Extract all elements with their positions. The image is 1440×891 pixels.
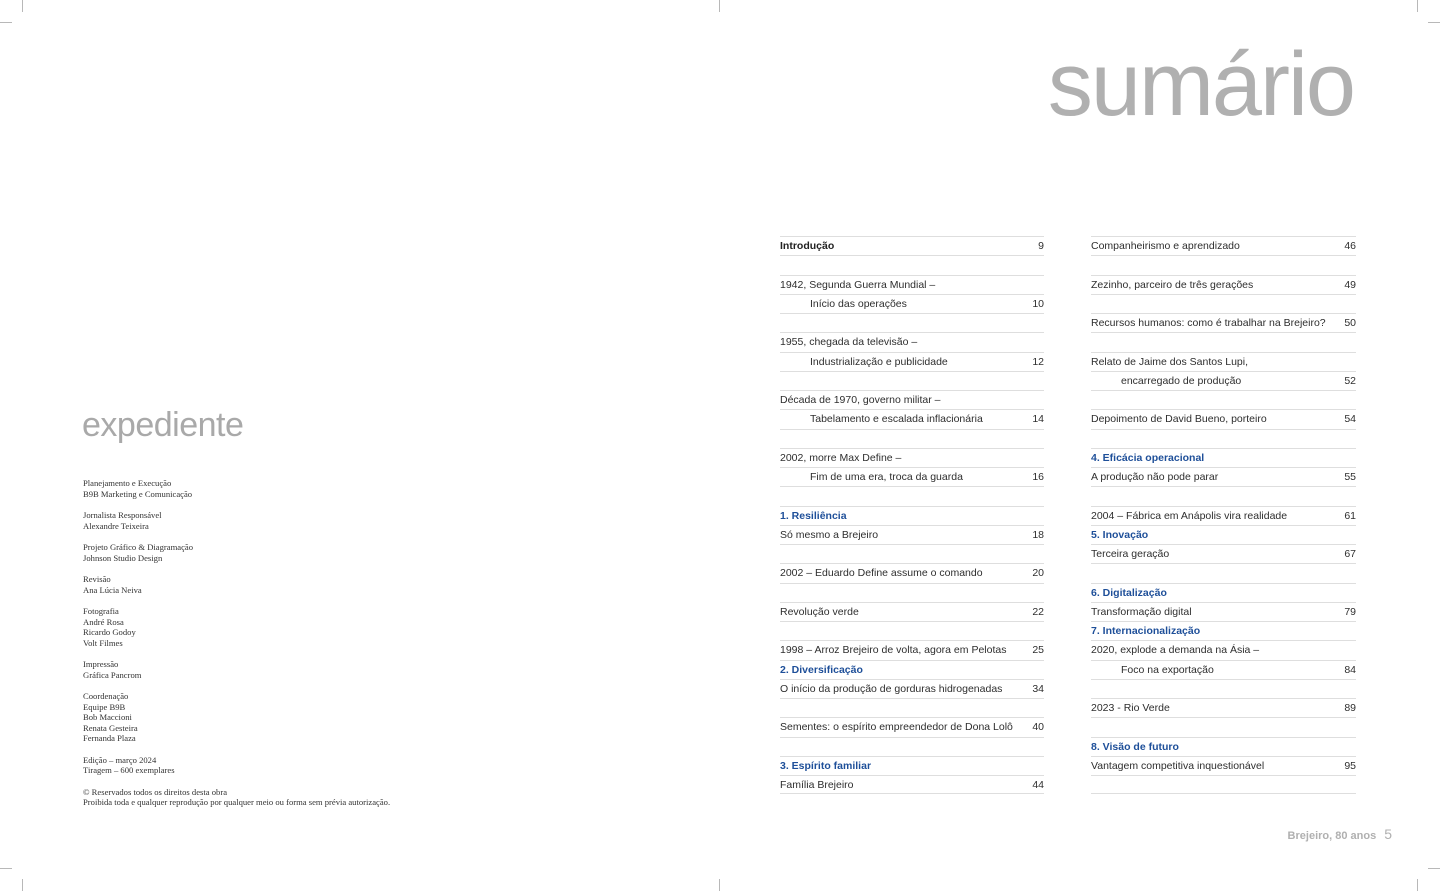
credit-line: Impressão [83, 659, 119, 670]
toc-entry-page: 25 [1032, 644, 1044, 657]
toc-entry[interactable] [1091, 698, 1356, 717]
toc-entry[interactable] [780, 717, 1044, 736]
toc-entry-page: 50 [1344, 317, 1356, 329]
toc-entry-title: Industrialização e publicidade [810, 355, 948, 368]
toc-spacer-row [780, 313, 1044, 332]
crop-mark [22, 879, 23, 891]
toc-spacer-row [780, 737, 1044, 756]
toc-entry[interactable] [780, 332, 1044, 351]
toc-entry-title: O início da produção de gorduras hidrogenadas [780, 682, 1003, 695]
credit-line: Bob Maccioni [83, 712, 132, 723]
toc-entry[interactable] [780, 602, 1044, 621]
toc-entry-title: 1. Resiliência [780, 509, 847, 522]
credit-group [83, 510, 483, 531]
toc-spacer-row [1091, 486, 1356, 505]
toc-spacer-row [1091, 390, 1356, 409]
toc-entry-title: Fim de uma era, troca da guarda [810, 471, 963, 483]
toc-entry-title: 6. Digitalização [1091, 586, 1167, 599]
credit-group [83, 574, 483, 595]
toc-entry-page: 10 [1032, 297, 1044, 310]
credit-group [83, 755, 483, 776]
toc-entry-title: Zezinho, parceiro de três gerações [1091, 278, 1254, 291]
toc-entry[interactable] [780, 409, 1044, 428]
toc-entry-title: Terceira geração [1091, 548, 1170, 560]
toc-entry-page: 34 [1032, 682, 1044, 695]
toc-entry-page: 46 [1344, 240, 1356, 252]
toc-column-left [780, 236, 1044, 794]
toc-entry-title: 2020, explode a demanda na Ásia – [1091, 644, 1260, 657]
toc-entry[interactable] [1091, 544, 1356, 563]
page-footer [1288, 826, 1392, 842]
toc-entry-title: 5. Inovação [1091, 528, 1149, 541]
toc-entry[interactable] [780, 236, 1044, 255]
toc-entry-title: Transformação digital [1091, 605, 1192, 618]
toc-spacer-row [1091, 255, 1356, 274]
toc-entry-page: 44 [1032, 779, 1044, 791]
toc-entry-page: 9 [1038, 240, 1044, 252]
page-title: sumário [1047, 35, 1354, 135]
credit-line: Jornalista Responsável [83, 509, 162, 520]
toc-entry-title: Relato de Jaime dos Santos Lupi, [1091, 355, 1249, 368]
crop-mark [1417, 879, 1418, 891]
credit-group [83, 542, 483, 563]
credit-line: Volt Filmes [83, 637, 123, 648]
toc-entry-page: 84 [1344, 663, 1356, 676]
toc-entry[interactable] [780, 448, 1044, 467]
toc-spacer-row [1091, 563, 1356, 582]
credits-block [83, 478, 483, 819]
toc-entry-page: 18 [1032, 528, 1044, 541]
toc-entry-title: Recursos humanos: como é trabalhar na Brejeiro? [1091, 317, 1326, 329]
crop-mark [1417, 0, 1418, 12]
toc-entry-page: 20 [1032, 567, 1044, 580]
toc-entry-page: 12 [1032, 355, 1044, 368]
credit-line: Gráfica Pancrom [83, 669, 142, 680]
toc-section-heading[interactable] [1091, 621, 1356, 640]
toc-entry[interactable] [780, 390, 1044, 409]
toc-spacer-row [780, 544, 1044, 563]
toc-entry-page: 22 [1032, 605, 1044, 618]
toc-entry[interactable] [1091, 640, 1356, 659]
toc-entry-title: 1998 – Arroz Brejeiro de volta, agora em Pelotas [780, 644, 1007, 657]
toc-entry[interactable] [1091, 467, 1356, 486]
toc-entry-title: 2004 – Fábrica em Anápolis vira realidade [1091, 509, 1288, 522]
toc-entry-title: A produção não pode parar [1091, 471, 1219, 483]
toc-section-heading[interactable] [1091, 448, 1356, 467]
toc-entry-title: Vantagem competitiva inquestionável [1091, 759, 1265, 772]
toc-entry[interactable] [780, 467, 1044, 486]
toc-entry[interactable] [1091, 756, 1356, 775]
toc-section-heading[interactable] [1091, 737, 1356, 756]
toc-entry[interactable] [780, 640, 1044, 659]
toc-entry[interactable] [1091, 275, 1356, 294]
toc-entry-title: Depoimento de David Bueno, porteiro [1091, 413, 1267, 426]
toc-spacer-row [1091, 429, 1356, 448]
toc-section-heading[interactable] [780, 756, 1044, 775]
credit-group [83, 606, 483, 648]
toc-entry[interactable] [1091, 409, 1356, 428]
toc-section-heading[interactable] [780, 660, 1044, 679]
credit-line: Revisão [83, 573, 111, 584]
toc-entry-title: 3. Espírito familiar [780, 759, 872, 772]
toc-entry-title: 8. Visão de futuro [1091, 740, 1179, 753]
credit-group [83, 691, 483, 744]
toc-entry-title: 4. Eficácia operacional [1091, 451, 1205, 464]
credit-line: Fernanda Plaza [83, 733, 136, 744]
toc-spacer-row [1091, 717, 1356, 736]
toc-entry-page: 55 [1344, 471, 1356, 483]
expediente-title: expediente [82, 406, 244, 444]
toc-entry-title: 1955, chegada da televisão – [780, 336, 918, 349]
toc-entry-title: Tabelamento e escalada inflacionária [810, 413, 983, 426]
toc-entry-page: 89 [1344, 702, 1356, 714]
toc-spacer-row [1091, 775, 1356, 794]
toc-entry[interactable] [1091, 371, 1356, 390]
credit-line: Proibida toda e qualquer reprodução por qualquer meio ou forma sem prévia autorização. [83, 797, 391, 808]
toc-entry-page: 49 [1344, 278, 1356, 291]
toc-section-heading[interactable] [780, 506, 1044, 525]
credit-line: Ana Lúcia Neiva [83, 584, 142, 595]
toc-entry-page: 54 [1344, 413, 1356, 426]
toc-entry-title: Revolução verde [780, 605, 859, 618]
crop-mark [719, 0, 720, 12]
toc-entry-title: Família Brejeiro [780, 779, 854, 791]
toc-entry-title: 2002, morre Max Define – [780, 451, 902, 464]
toc-entry-title: 7. Internacionalização [1091, 625, 1201, 637]
credit-line: © Reservados todos os direitos desta obra [83, 786, 228, 797]
credit-group [83, 659, 483, 680]
toc-entry[interactable] [1091, 660, 1356, 679]
credit-line: Fotografia [83, 605, 119, 616]
toc-spacer-row [1091, 332, 1356, 351]
toc-spacer-row [1091, 679, 1356, 698]
toc-entry[interactable] [1091, 506, 1356, 525]
toc-entry[interactable] [780, 275, 1044, 294]
crop-mark [1428, 22, 1440, 23]
credit-line: Coordenação [83, 691, 129, 702]
credit-line: Renata Gesteira [83, 722, 138, 733]
toc-section-heading[interactable] [1091, 525, 1356, 544]
crop-mark [0, 22, 12, 23]
toc-spacer-row [780, 429, 1044, 448]
toc-section-heading[interactable] [1091, 583, 1356, 602]
toc-entry-title: Companheirismo e aprendizado [1091, 240, 1240, 252]
credit-line: Johnson Studio Design [83, 552, 163, 563]
toc-entry[interactable] [1091, 352, 1356, 371]
credit-line: Ricardo Godoy [83, 627, 136, 638]
toc-spacer-row [780, 486, 1044, 505]
toc-entry-page: 52 [1344, 374, 1356, 387]
credit-group [83, 478, 483, 499]
toc-entry-title: Sementes: o espírito empreendedor de Dona Lolô [780, 721, 1013, 734]
credit-line: Edição – março 2024 [83, 754, 157, 765]
credit-line: Tiragem – 600 exemplares [83, 765, 175, 776]
footer-brand: Brejeiro, 80 anos [1287, 830, 1377, 842]
credit-line: Projeto Gráfico & Diagramação [83, 541, 194, 552]
toc-entry[interactable] [780, 775, 1044, 794]
toc-entry[interactable] [780, 352, 1044, 371]
toc-entry-title: Introdução [780, 240, 835, 252]
toc-entry-page: 14 [1032, 413, 1044, 426]
toc-entry-page: 67 [1344, 548, 1356, 560]
toc-entry-page: 61 [1344, 509, 1356, 522]
toc-entry-page: 16 [1032, 471, 1044, 483]
toc-entry-page: 40 [1032, 721, 1044, 734]
toc-entry-page: 95 [1344, 759, 1356, 772]
toc-entry-page: 79 [1344, 605, 1356, 618]
toc-entry-title: 2. Diversificação [780, 663, 863, 676]
toc-spacer-row [780, 255, 1044, 274]
toc-entry-title: 2002 – Eduardo Define assume o comando [780, 567, 983, 580]
toc-entry-title: Início das operações [810, 297, 907, 310]
credit-group [83, 787, 483, 808]
toc-column-right [1091, 236, 1356, 794]
toc-entry[interactable] [780, 294, 1044, 313]
toc-entry-title: encarregado de produção [1121, 374, 1242, 387]
credit-line: Equipe B9B [83, 701, 126, 712]
toc-entry[interactable] [780, 525, 1044, 544]
credit-line: B9B Marketing e Comunicação [83, 488, 193, 499]
toc-entry-title: Década de 1970, governo militar – [780, 394, 941, 406]
crop-mark [719, 879, 720, 891]
credit-line: Alexandre Teixeira [83, 520, 149, 531]
toc-entry[interactable] [1091, 313, 1356, 332]
crop-mark [0, 868, 12, 869]
credit-line: Planejamento e Execução [83, 478, 172, 488]
toc-entry-title: Só mesmo a Brejeiro [780, 528, 879, 541]
credit-line: André Rosa [83, 616, 124, 627]
crop-mark [1428, 868, 1440, 869]
toc-entry-title: 1942, Segunda Guerra Mundial – [780, 278, 936, 291]
toc-entry[interactable] [780, 679, 1044, 698]
toc-spacer-row [1091, 294, 1356, 313]
toc-entry[interactable] [780, 563, 1044, 582]
toc-spacer-row [780, 371, 1044, 390]
crop-mark [22, 0, 23, 12]
toc-entry-title: Foco na exportação [1121, 663, 1214, 676]
toc-entry-title: 2023 - Rio Verde [1091, 702, 1170, 714]
toc-spacer-row [780, 621, 1044, 640]
toc-spacer-row [780, 698, 1044, 717]
toc-spacer-row [780, 583, 1044, 602]
toc-entry[interactable] [1091, 236, 1356, 255]
page-number: 5 [1384, 826, 1392, 842]
toc-entry[interactable] [1091, 602, 1356, 621]
